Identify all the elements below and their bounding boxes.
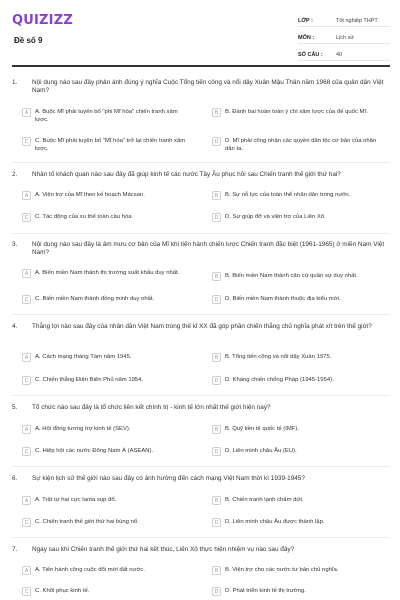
option-text: A. Cách mạng tháng Tám năm 1945. xyxy=(35,354,132,360)
option-b[interactable] xyxy=(212,191,382,200)
option-c[interactable] xyxy=(22,137,192,153)
option-text: D. Phát triển kinh tế thị trường. xyxy=(225,588,306,594)
option-letter-badge: C xyxy=(22,137,31,146)
option-b[interactable] xyxy=(212,272,382,281)
option-letter-badge: A xyxy=(22,566,31,575)
quizizz-logo: QUIZIZZ xyxy=(12,13,73,28)
question-text: Nội dung nào sau đây là âm mưu cơ bản của Mĩ khi tiến hành chiến lược Chiến tranh đặc biệt (1961-1965) ở miền Nam Việt Nam? xyxy=(32,241,385,257)
option-text: A. Buộc Mĩ phải tuyên bố "phi Mĩ hóa" chiến tranh xâm lược. xyxy=(35,109,178,123)
option-text: C. Buộc Mĩ phải tuyên bố "Mĩ hóa" trở lại chiến tranh xâm lược. xyxy=(35,138,186,152)
option-letter-badge: C xyxy=(22,213,31,222)
option-text: C. Chiến thắng Điện Biên Phủ năm 1954. xyxy=(35,377,144,383)
option-letter-badge: D xyxy=(212,447,221,456)
option-text: C. Biến miền Nam thành đồng minh duy nhất. xyxy=(35,296,155,302)
meta-row-subject xyxy=(298,27,390,44)
option-d[interactable] xyxy=(212,295,382,304)
option-letter-badge: B xyxy=(212,496,221,505)
option-text: B. Sự nỗ lực của toàn thể nhân dân trong nước. xyxy=(225,192,351,198)
option-d[interactable] xyxy=(212,213,382,222)
option-text: D. Liên minh châu Âu được thành lập. xyxy=(225,519,325,525)
question-separator xyxy=(12,314,390,315)
question-4 xyxy=(12,323,390,331)
option-a[interactable] xyxy=(22,425,192,434)
question-number: 7. xyxy=(12,546,18,553)
option-d[interactable] xyxy=(212,376,382,385)
question-text: Sự kiện lịch sử thế giới nào sau đây có ảnh hưởng đến cách mạng Việt Nam thời kì 1939-1945? xyxy=(32,475,305,482)
option-text: D. Biến miền Nam thành thuộc địa kiểu mới. xyxy=(225,296,341,302)
meta-row-question-count xyxy=(298,44,390,61)
option-text: A. Viện trợ của Mĩ theo kế hoạch Mácsan. xyxy=(35,192,145,198)
option-text: B. Quỹ tiền tệ quốc tế (IMF). xyxy=(225,426,299,432)
option-b[interactable] xyxy=(212,353,382,362)
option-letter-badge: A xyxy=(22,353,31,362)
option-letter-badge: C xyxy=(22,518,31,527)
question-number: 1. xyxy=(12,79,18,86)
question-separator xyxy=(12,162,390,163)
option-letter-badge: D xyxy=(212,518,221,527)
option-text: B. Đánh bại hoàn toàn ý chí xâm lược của đế quốc Mĩ. xyxy=(225,109,368,115)
option-a[interactable] xyxy=(22,566,192,575)
question-number: 3. xyxy=(12,241,18,248)
option-a[interactable] xyxy=(22,496,192,505)
meta-info-table xyxy=(298,10,390,61)
option-text: A. Trật tự hai cực Ianta sụp đổ. xyxy=(35,497,117,503)
option-d[interactable] xyxy=(212,137,382,153)
option-letter-badge: B xyxy=(212,425,221,434)
option-d[interactable] xyxy=(212,587,382,596)
question-separator xyxy=(12,537,390,538)
option-text: B. Chiến tranh lạnh chấm dứt. xyxy=(225,497,304,503)
question-text: Thắng lợi nào sau đây của nhân dân Việt Nam trong thế kỉ XX đã góp phần chiến thắng chủ nghĩa phát xít trên thế giới? xyxy=(32,323,372,330)
option-letter-badge: D xyxy=(212,213,221,222)
option-letter-badge: A xyxy=(22,191,31,200)
option-text: B. Tổng tiến công và nổi dậy Xuân 1975. xyxy=(225,354,332,360)
option-letter-badge: B xyxy=(212,566,221,575)
option-letter-badge: D xyxy=(212,137,221,146)
option-c[interactable] xyxy=(22,518,192,527)
option-letter-badge: C xyxy=(22,447,31,456)
meta-key: SỐ CÂU : xyxy=(298,52,323,58)
question-number: 6. xyxy=(12,475,18,482)
option-letter-badge: A xyxy=(22,108,31,117)
option-text: A. Hội đồng tương trợ kinh tế (SEV). xyxy=(35,426,131,432)
option-text: C. Khôi phục kinh tế. xyxy=(35,588,90,594)
option-text: A. Biến miền Nam thành thị trường xuất khẩu duy nhất. xyxy=(35,270,180,276)
option-letter-badge: B xyxy=(212,108,221,117)
option-d[interactable] xyxy=(212,447,382,456)
option-letter-badge: D xyxy=(212,587,221,596)
question-6 xyxy=(12,475,390,483)
option-b[interactable] xyxy=(212,566,382,575)
option-c[interactable] xyxy=(22,295,192,304)
option-letter-badge: B xyxy=(212,272,221,281)
question-text: Nội dung nào sau đây phản ánh đúng ý nghĩa Cuộc Tổng tiến công và nổi dậy Xuân Mậu Thân năm 1968 của quân dân Việt Nam? xyxy=(32,79,384,95)
option-c[interactable] xyxy=(22,376,192,385)
question-number: 5. xyxy=(12,404,18,411)
question-text: Tổ chức nào sau đây là tổ chức liên kết chính trị - kinh tế lớn nhất thế giới hiện nay? xyxy=(32,404,271,411)
option-letter-badge: C xyxy=(22,295,31,304)
option-letter-badge: B xyxy=(212,353,221,362)
question-2 xyxy=(12,171,390,179)
question-1 xyxy=(12,79,390,96)
question-separator xyxy=(12,466,390,467)
option-letter-badge: A xyxy=(22,425,31,434)
meta-key: LỚP : xyxy=(298,18,313,24)
meta-value: Lịch sử xyxy=(336,35,355,41)
option-text: C. Tác động của xu thế toàn cầu hóa. xyxy=(35,214,134,220)
option-text: B. Biến miền Nam thành căn cứ quân sự duy nhất. xyxy=(225,273,358,279)
meta-key: MÔN : xyxy=(298,35,315,41)
option-text: C. Hiệp hội các nước Đông Nam Á (ASEAN). xyxy=(35,448,154,454)
option-c[interactable] xyxy=(22,213,192,222)
option-d[interactable] xyxy=(212,518,382,527)
option-b[interactable] xyxy=(212,108,382,117)
option-letter-badge: C xyxy=(22,376,31,385)
option-text: C. Chiến tranh thế giới thứ hai bùng nổ. xyxy=(35,519,139,525)
question-7 xyxy=(12,546,390,554)
option-c[interactable] xyxy=(22,447,192,456)
option-letter-badge: D xyxy=(212,376,221,385)
question-3 xyxy=(12,241,390,258)
meta-value: 40 xyxy=(336,52,343,58)
header-divider xyxy=(12,65,390,67)
meta-row-class xyxy=(298,10,390,27)
option-a[interactable] xyxy=(22,191,192,200)
question-number: 2. xyxy=(12,171,18,178)
option-b[interactable] xyxy=(212,425,382,434)
option-letter-badge: B xyxy=(212,191,221,200)
option-letter-badge: D xyxy=(212,295,221,304)
question-separator xyxy=(12,233,390,234)
option-text: D. Kháng chiến chống Pháp (1945-1954). xyxy=(225,377,334,383)
option-text: A. Tiến hành công cuộc đổi mới đất nước. xyxy=(35,567,145,573)
meta-value: Tốt nghiệp THPT xyxy=(336,18,378,24)
option-a[interactable] xyxy=(22,269,192,278)
question-separator xyxy=(12,395,390,396)
option-letter-badge: A xyxy=(22,496,31,505)
question-text: Ngay sau khi Chiến tranh thế giới thứ hai kết thúc, Liên Xô thực hiện nhiệm vụ nào sau đây? xyxy=(32,546,295,553)
option-b[interactable] xyxy=(212,496,382,505)
question-number: 4. xyxy=(12,323,18,330)
option-a[interactable] xyxy=(22,353,192,362)
option-c[interactable] xyxy=(22,587,192,596)
option-text: D. Liên minh châu Âu (EU). xyxy=(225,448,297,454)
option-a[interactable] xyxy=(22,108,192,124)
option-text: D. Mĩ phải công nhận các quyền dân tộc cơ bản của nhân dân ta. xyxy=(225,138,377,152)
question-text: Nhân tố khách quan nào sau đây đã giúp kinh tế các nước Tây Âu phục hồi sau Chiến tranh thế giới thứ hai? xyxy=(32,171,341,178)
option-letter-badge: A xyxy=(22,269,31,278)
option-text: D. Sự giúp đỡ và viện trợ của Liên Xô. xyxy=(225,214,326,220)
option-letter-badge: C xyxy=(22,587,31,596)
option-text: B. Viện trợ cho các nước tư bản chủ nghĩa. xyxy=(225,567,339,573)
document-title: Đề số 9 xyxy=(14,36,43,45)
question-5 xyxy=(12,404,390,412)
